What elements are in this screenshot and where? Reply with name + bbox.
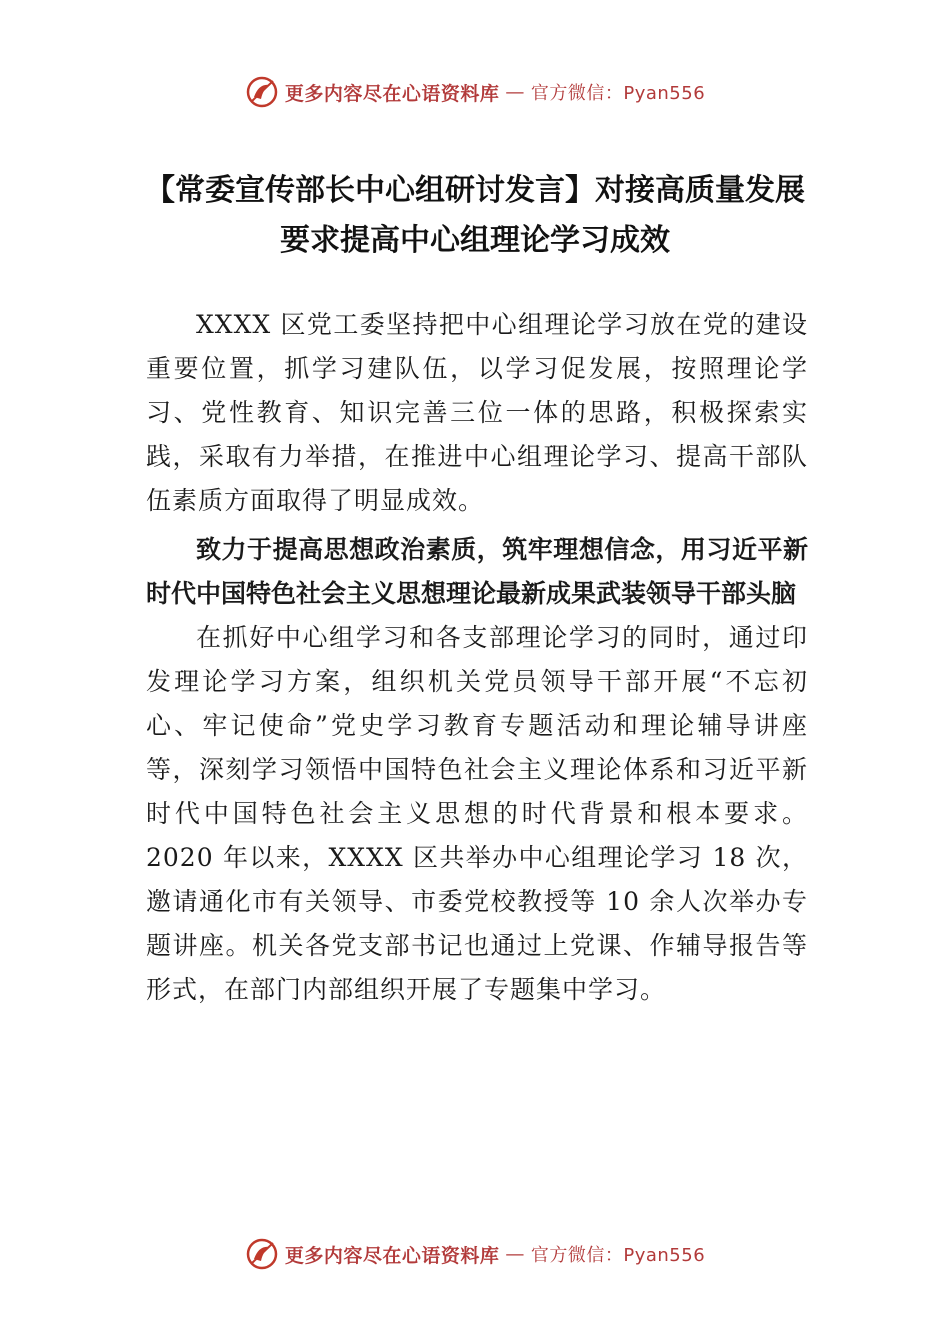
document-body (146, 303, 808, 1012)
document-title: 【常委宣传部长中心组研讨发言】对接高质量发展要求提高中心组理论学习成效 (145, 173, 805, 258)
banner-wechat-text: 官方微信：Pyan556 (530, 1245, 706, 1266)
paragraph-intro: XXXX 区党工委坚持把中心组理论学习放在党的建设重要位置，抓学习建队伍，以学习促发展，按照理论学习、党性教育、知识完善三位一体的思路，积极探索实践，采取有力举措，在推进中心组理论学习、提高干部队伍素质方面取得了明显成效。 (146, 310, 808, 515)
banner-separator: — (505, 81, 525, 103)
brand-logo-icon (245, 75, 279, 109)
banner-wechat-text: 官方微信：Pyan556 (530, 83, 706, 104)
banner-site-text: 更多内容尽在心语资料库 (284, 82, 500, 105)
header-watermark-banner (0, 72, 950, 112)
paragraph-study: 在抓好中心组学习和各支部理论学习的同时，通过印发理论学习方案，组织机关党员领导干部开展“不忘初心、牢记使命”党史学习教育专题活动和理论辅导讲座等，深刻学习领悟中国特色社会主义理论体系和习近平新时代中国特色社会主义思想的时代背景和根本要求。2020 年以来，XXXX 区共举办中心组理论学习 18 次，邀请通化市有关领导、市委党校教授等 10 余人次举办专题讲座。机关各党支部书记也通过上党课、作辅导报告等形式，在部门内部组织开展了专题集中学习。 (146, 623, 808, 1004)
banner-site-text: 更多内容尽在心语资料库 (284, 1244, 500, 1267)
section-heading: 致力于提高思想政治素质，筑牢理想信念，用习近平新时代中国特色社会主义思想理论最新成果武装领导干部头脑 (146, 535, 808, 608)
banner-separator: — (505, 1243, 525, 1265)
footer-watermark-banner (0, 1234, 950, 1274)
brand-logo-icon (245, 1237, 279, 1271)
